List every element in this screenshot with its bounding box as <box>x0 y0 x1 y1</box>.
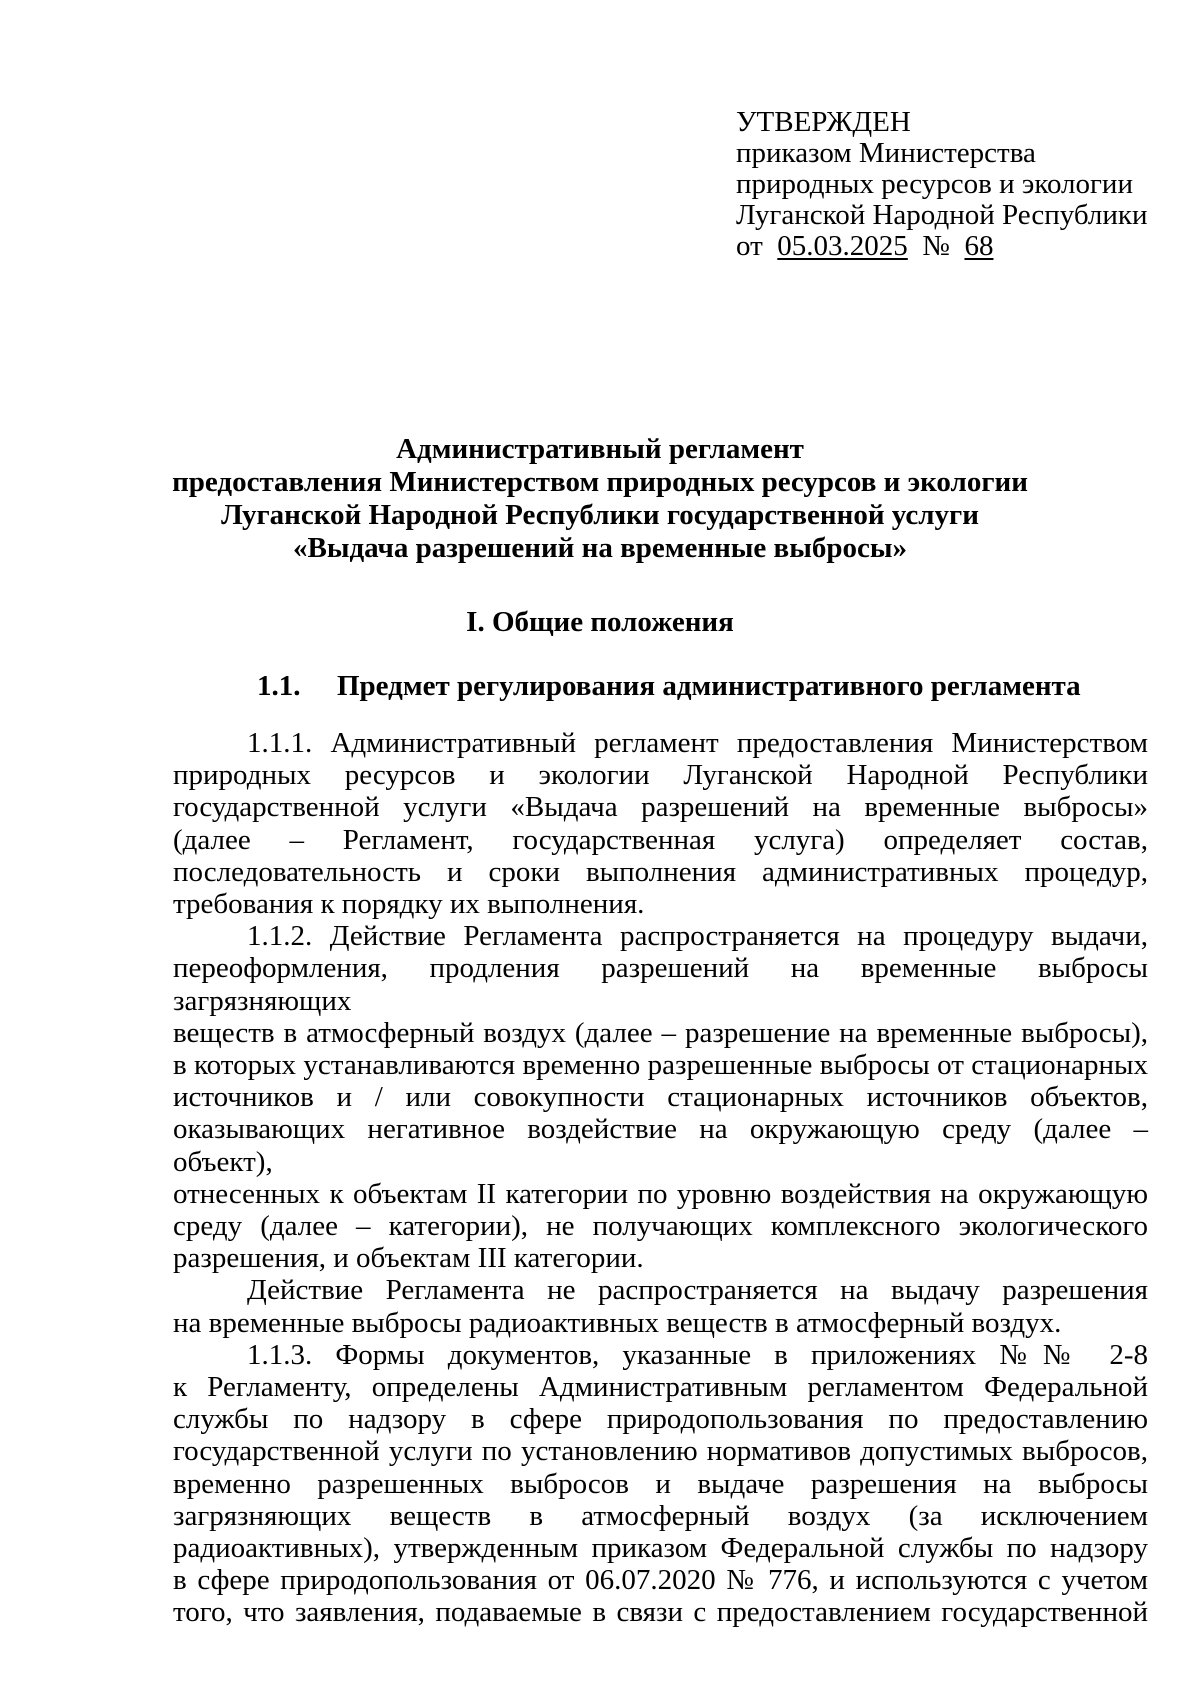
body-line: переоформления, продления разрешений на временные выбросы загрязняющих <box>173 952 1148 1017</box>
body-line: на временные выбросы радиоактивных веществ в атмосферный воздух. <box>173 1306 1062 1339</box>
body-line: источников и / или совокупности стационарных источников объектов, <box>173 1081 1148 1114</box>
body-line: требования к порядку их выполнения. <box>173 888 645 921</box>
body-line: радиоактивных), утвержденным приказом Федеральной службы по надзору <box>173 1532 1148 1565</box>
body-line: последовательность и сроки выполнения административных процедур, <box>173 855 1148 888</box>
approval-date-line <box>736 231 1176 262</box>
body-line: загрязняющих веществ в атмосферный воздух (за исключением <box>173 1499 1148 1532</box>
body-line: службы по надзору в сфере природопользования по предоставлению <box>173 1403 1148 1436</box>
body-line: 1.1.2. Действие Регламента распространяется на процедуру выдачи, <box>247 920 1148 953</box>
approval-status: УТВЕРЖДЕН <box>736 106 911 138</box>
approval-date-prefix: от <box>736 230 763 262</box>
subsection-title: Предмет регулирования административного регламента <box>337 670 1081 702</box>
document-title <box>0 433 1200 565</box>
body-line: государственной услуги «Выдача разрешений на временные выбросы» <box>173 791 1148 824</box>
approval-line: Луганской Народной Республики <box>736 199 1148 231</box>
title-line: предоставления Министерством природных ресурсов и экологии <box>172 466 1028 498</box>
title-line: Административный регламент <box>396 433 804 465</box>
approval-line: природных ресурсов и экологии <box>736 168 1133 200</box>
title-line: «Выдача разрешений на временные выбросы» <box>293 532 907 564</box>
body-line: Действие Регламента не распространяется на выдачу разрешения <box>247 1274 1148 1307</box>
body-line: в которых устанавливаются временно разрешенные выбросы от стационарных <box>173 1049 1148 1082</box>
body-line: разрешения, и объектам III категории. <box>173 1242 644 1275</box>
body-line: (далее – Регламент, государственная услуга) определяет состав, <box>173 823 1148 856</box>
title-line: Луганской Народной Республики государственной услуги <box>221 499 979 531</box>
body-line: государственной услуги по установлению нормативов допустимых выбросов, <box>173 1435 1148 1468</box>
body-line: к Регламенту, определены Административным регламентом Федеральной <box>173 1371 1148 1404</box>
body-line: в сфере природопользования от 06.07.2020 № 776, и используются с учетом <box>173 1564 1148 1597</box>
body-line: среду (далее – категории), не получающих комплексного экологического <box>173 1210 1148 1243</box>
approval-number-sign: № <box>922 230 950 262</box>
body-line: отнесенных к объектам II категории по уровню воздействия на окружающую <box>173 1177 1148 1210</box>
body-line: того, что заявления, подаваемые в связи с предоставлением государственной <box>173 1596 1148 1629</box>
body-line: временно разрешенных выбросов и выдаче разрешения на выбросы <box>173 1467 1148 1500</box>
approval-date: 05.03.2025 <box>777 230 908 262</box>
approval-number: 68 <box>964 230 994 262</box>
approval-stamp <box>736 107 1176 262</box>
body-line: 1.1.3. Формы документов, указанные в приложениях №№ 2-8 <box>247 1338 1148 1371</box>
subsection-heading <box>257 670 1081 703</box>
body-line: оказывающих негативное воздействие на окружающую среду (далее – объект), <box>173 1113 1148 1178</box>
body-line: 1.1.1. Административный регламент предоставления Министерством <box>247 727 1148 759</box>
subsection-number: 1.1. <box>257 670 301 702</box>
approval-line: приказом Министерства <box>736 137 1036 169</box>
section-heading: I. Общие положения <box>466 606 734 638</box>
document-body <box>173 727 1148 1629</box>
body-line: веществ в атмосферный воздух (далее – разрешение на временные выбросы), <box>173 1016 1148 1049</box>
body-line: природных ресурсов и экологии Луганской Народной Республики <box>173 759 1148 792</box>
